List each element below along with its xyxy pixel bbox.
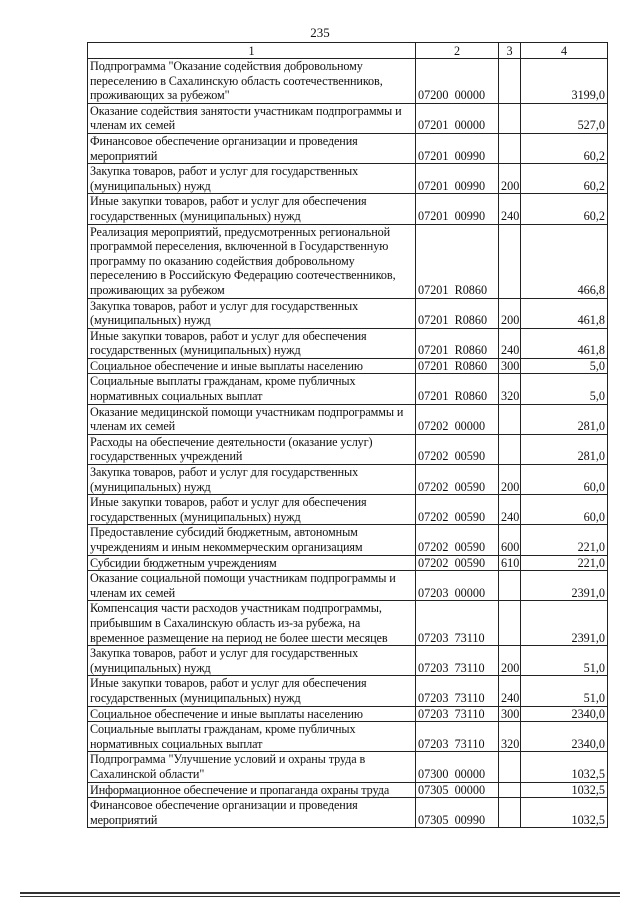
table-row: [88, 752, 608, 782]
row-amount: 461,8: [521, 298, 608, 328]
row-name: Закупка товаров, работ и услуг для государственных (муниципальных) нужд: [88, 164, 416, 194]
row-code: 07202 00000: [416, 404, 499, 434]
row-name: Реализация мероприятий, предусмотренных региональной программой переселения, включенной в Государственную программу по оказанию содействия добровольному переселению в Российскую Федерацию соотечественников, проживающих за рубежом: [88, 224, 416, 298]
row-expense-type: [499, 601, 521, 646]
row-name: Предоставление субсидий бюджетным, автономным учреждениям и иным некоммерческим организациям: [88, 525, 416, 555]
row-name: Оказание медицинской помощи участникам подпрограммы и членам их семей: [88, 404, 416, 434]
table-row: [88, 103, 608, 133]
table-row: [88, 59, 608, 104]
row-amount: 2391,0: [521, 571, 608, 601]
row-name: Социальное обеспечение и иные выплаты населению: [88, 706, 416, 722]
budget-table: [87, 42, 608, 828]
table-row: [88, 194, 608, 224]
row-name: Оказание социальной помощи участникам подпрограммы и членам их семей: [88, 571, 416, 601]
row-name: Расходы на обеспечение деятельности (оказание услуг) государственных учреждений: [88, 434, 416, 464]
row-code: 07203 73110: [416, 601, 499, 646]
table-row: [88, 676, 608, 706]
table-row: [88, 224, 608, 298]
row-amount: 5,0: [521, 374, 608, 404]
row-expense-type: [499, 798, 521, 828]
row-name: Закупка товаров, работ и услуг для государственных (муниципальных) нужд: [88, 298, 416, 328]
row-name: Иные закупки товаров, работ и услуг для обеспечения государственных (муниципальных) нужд: [88, 328, 416, 358]
row-name: Социальное обеспечение и иные выплаты населению: [88, 358, 416, 374]
row-name: Иные закупки товаров, работ и услуг для обеспечения государственных (муниципальных) нужд: [88, 676, 416, 706]
table-row: [88, 358, 608, 374]
table-row: [88, 601, 608, 646]
bottom-divider-thin: [20, 896, 620, 897]
row-name: Оказание содействия занятости участникам подпрограммы и членам их семей: [88, 103, 416, 133]
table-row: [88, 495, 608, 525]
row-expense-type: [499, 224, 521, 298]
row-expense-type: [499, 59, 521, 104]
row-code: 07201 R0860: [416, 328, 499, 358]
row-amount: 461,8: [521, 328, 608, 358]
row-expense-type: 320: [499, 722, 521, 752]
row-expense-type: 300: [499, 358, 521, 374]
row-expense-type: 240: [499, 328, 521, 358]
row-code: 07305 00000: [416, 782, 499, 798]
row-code: 07201 00000: [416, 103, 499, 133]
row-code: 07202 00590: [416, 465, 499, 495]
row-expense-type: [499, 103, 521, 133]
table-body: [88, 59, 608, 828]
row-code: 07201 R0860: [416, 224, 499, 298]
page-number: 235: [310, 25, 330, 40]
row-amount: 2340,0: [521, 706, 608, 722]
table-row: [88, 798, 608, 828]
row-expense-type: [499, 782, 521, 798]
row-name: Субсидии бюджетным учреждениям: [88, 555, 416, 571]
row-amount: 466,8: [521, 224, 608, 298]
header-col-1: 1: [88, 43, 416, 59]
row-amount: 1032,5: [521, 782, 608, 798]
row-expense-type: [499, 404, 521, 434]
row-name: Финансовое обеспечение организации и проведения мероприятий: [88, 798, 416, 828]
table-row: [88, 404, 608, 434]
row-name: Финансовое обеспечение организации и проведения мероприятий: [88, 133, 416, 163]
row-amount: 51,0: [521, 646, 608, 676]
row-expense-type: [499, 133, 521, 163]
row-expense-type: [499, 752, 521, 782]
row-expense-type: 200: [499, 646, 521, 676]
row-name: Подпрограмма "Оказание содействия добровольному переселению в Сахалинскую область соотечественников, проживающих за рубежом": [88, 59, 416, 104]
row-amount: 60,0: [521, 465, 608, 495]
row-amount: 221,0: [521, 555, 608, 571]
header-col-4: 4: [521, 43, 608, 59]
header-col-2: 2: [416, 43, 499, 59]
table-row: [88, 555, 608, 571]
row-name: Социальные выплаты гражданам, кроме публичных нормативных социальных выплат: [88, 722, 416, 752]
row-amount: 221,0: [521, 525, 608, 555]
table-row: [88, 782, 608, 798]
row-expense-type: 200: [499, 465, 521, 495]
row-amount: 60,2: [521, 133, 608, 163]
row-amount: 60,2: [521, 164, 608, 194]
row-code: 07203 00000: [416, 571, 499, 601]
row-amount: 5,0: [521, 358, 608, 374]
row-name: Закупка товаров, работ и услуг для государственных (муниципальных) нужд: [88, 465, 416, 495]
bottom-divider: [20, 892, 620, 894]
table-row: [88, 465, 608, 495]
row-code: 07203 73110: [416, 722, 499, 752]
row-name: Закупка товаров, работ и услуг для государственных (муниципальных) нужд: [88, 646, 416, 676]
row-amount: 60,2: [521, 194, 608, 224]
row-code: 07202 00590: [416, 495, 499, 525]
row-expense-type: [499, 434, 521, 464]
table-row: [88, 571, 608, 601]
row-amount: 51,0: [521, 676, 608, 706]
row-expense-type: 200: [499, 298, 521, 328]
row-code: 07201 00990: [416, 133, 499, 163]
row-name: Подпрограмма "Улучшение условий и охраны труда в Сахалинской области": [88, 752, 416, 782]
table-row: [88, 328, 608, 358]
table-row: [88, 434, 608, 464]
header-col-3: 3: [499, 43, 521, 59]
row-expense-type: 240: [499, 676, 521, 706]
row-expense-type: 240: [499, 194, 521, 224]
row-amount: 281,0: [521, 434, 608, 464]
row-code: 07201 R0860: [416, 358, 499, 374]
row-code: 07201 R0860: [416, 374, 499, 404]
row-expense-type: 600: [499, 525, 521, 555]
row-amount: 3199,0: [521, 59, 608, 104]
table-row: [88, 525, 608, 555]
row-amount: 2340,0: [521, 722, 608, 752]
row-amount: 1032,5: [521, 798, 608, 828]
table-row: [88, 298, 608, 328]
row-expense-type: 320: [499, 374, 521, 404]
row-name: Компенсация части расходов участникам подпрограммы, прибывшим в Сахалинскую область из-за рубежа, на временное размещение на период не более шести месяцев: [88, 601, 416, 646]
table-row: [88, 722, 608, 752]
row-name: Социальные выплаты гражданам, кроме публичных нормативных социальных выплат: [88, 374, 416, 404]
row-amount: 527,0: [521, 103, 608, 133]
row-expense-type: 610: [499, 555, 521, 571]
row-expense-type: [499, 571, 521, 601]
row-code: 07201 00990: [416, 164, 499, 194]
row-code: 07202 00590: [416, 434, 499, 464]
row-code: 07202 00590: [416, 525, 499, 555]
row-name: Информационное обеспечение и пропаганда охраны труда: [88, 782, 416, 798]
row-amount: 1032,5: [521, 752, 608, 782]
table-row: [88, 646, 608, 676]
row-expense-type: 200: [499, 164, 521, 194]
row-amount: 281,0: [521, 404, 608, 434]
row-code: 07201 R0860: [416, 298, 499, 328]
row-code: 07203 73110: [416, 706, 499, 722]
row-code: 07305 00990: [416, 798, 499, 828]
row-name: Иные закупки товаров, работ и услуг для обеспечения государственных (муниципальных) нужд: [88, 194, 416, 224]
row-name: Иные закупки товаров, работ и услуг для обеспечения государственных (муниципальных) нужд: [88, 495, 416, 525]
table-row: [88, 706, 608, 722]
row-code: 07300 00000: [416, 752, 499, 782]
row-code: 07200 00000: [416, 59, 499, 104]
row-amount: 2391,0: [521, 601, 608, 646]
row-expense-type: 240: [499, 495, 521, 525]
table-row: [88, 374, 608, 404]
row-code: 07201 00990: [416, 194, 499, 224]
row-code: 07203 73110: [416, 676, 499, 706]
row-expense-type: 300: [499, 706, 521, 722]
row-code: 07203 73110: [416, 646, 499, 676]
header-row: [88, 43, 608, 59]
row-code: 07202 00590: [416, 555, 499, 571]
table-row: [88, 164, 608, 194]
row-amount: 60,0: [521, 495, 608, 525]
table-row: [88, 133, 608, 163]
